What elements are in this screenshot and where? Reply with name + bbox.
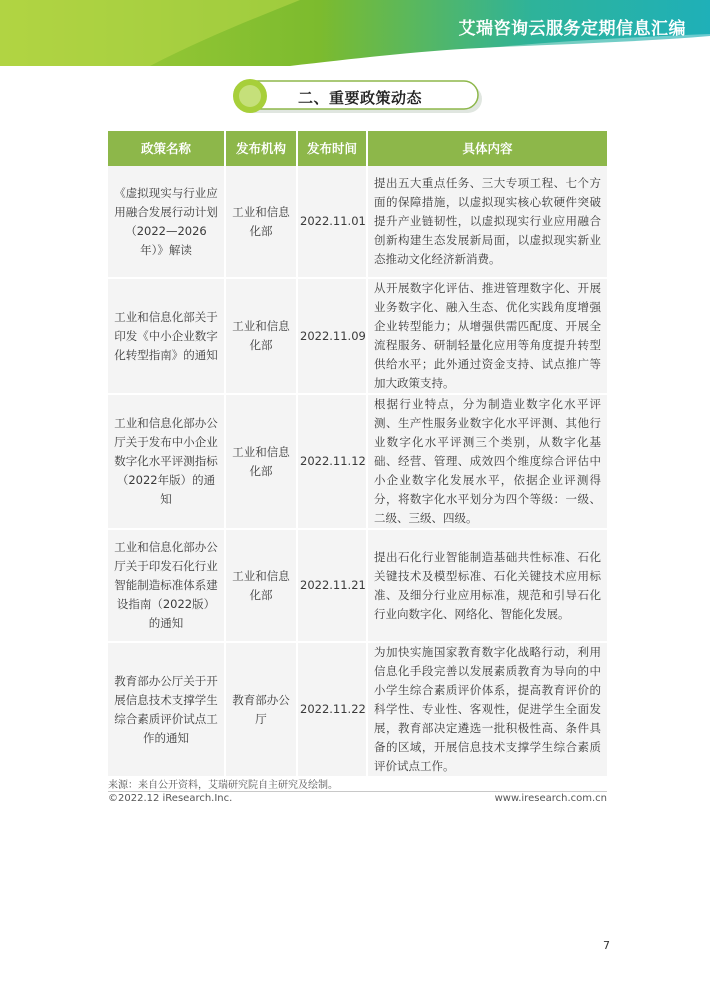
policy-content: 根据行业特点，分为制造业数字化水平评测、生产性服务业数字化水平评测、其他行业数字化水平评测三个类别，从数字化基础、经营、管理、成效四个维度综合评估中小企业数字化发展水平，依据企业评测得分，将数字化水平划分为四个等级：一级、二级、三级、四级。 bbox=[367, 394, 607, 529]
column-header: 发布时间 bbox=[297, 131, 367, 166]
policy-date: 2022.11.21 bbox=[297, 529, 367, 642]
policy-name: 工业和信息化部办公厅关于发布中小企业数字化水平评测指标（2022年版）的通知 bbox=[108, 394, 225, 529]
policy-date: 2022.11.01 bbox=[297, 166, 367, 278]
policy-name: 工业和信息化部关于印发《中小企业数字化转型指南》的通知 bbox=[108, 278, 225, 394]
policy-content: 从开展数字化评估、推进管理数字化、开展业务数字化、融入生态、优化实践角度增强企业转型能力；从增强供需匹配度、开展全流程服务、研制轻量化应用等角度提升转型供给水平；此外通过资金支持、试点推广等加大政策支持。 bbox=[367, 278, 607, 394]
policy-org: 工业和信息化部 bbox=[225, 278, 297, 394]
table-row bbox=[108, 166, 607, 278]
policy-name: 《虚拟现实与行业应用融合发展行动计划（2022—2026年）》解读 bbox=[108, 166, 225, 278]
policy-org: 工业和信息化部 bbox=[225, 394, 297, 529]
table-row bbox=[108, 529, 607, 642]
table-row bbox=[108, 278, 607, 394]
policy-table bbox=[108, 131, 607, 778]
table-row bbox=[108, 642, 607, 777]
policy-date: 2022.11.09 bbox=[297, 278, 367, 394]
policy-content: 提出五大重点任务、三大专项工程、七个方面的保障措施，以虚拟现实核心软硬件突破提升产业链韧性，以虚拟现实行业应用融合创新构建生态发展新局面，以虚拟现实新业态推动文化经济新消费。 bbox=[367, 166, 607, 278]
column-header: 政策名称 bbox=[108, 131, 225, 166]
header-title: 艾瑞咨询云服务定期信息汇编 bbox=[458, 19, 686, 39]
table-header-row bbox=[108, 131, 607, 166]
policy-content: 为加快实施国家教育数字化战略行动，利用信息化手段完善以发展素质教育为导向的中小学生综合素质评价体系，提高教育评价的科学性、专业性、客观性，促进学生全面发展，教育部决定遴选一批积极性高、条件具备的区域，开展信息技术支撑学生综合素质评价试点工作。 bbox=[367, 642, 607, 777]
table-row bbox=[108, 394, 607, 529]
policy-name: 教育部办公厅关于开展信息技术支撑学生综合素质评价试点工作的通知 bbox=[108, 642, 225, 777]
section-title-pill bbox=[228, 78, 486, 116]
column-header: 发布机构 bbox=[225, 131, 297, 166]
policy-content: 提出石化行业智能制造基础共性标准、石化关键技术及模型标准、石化关键技术应用标准、及细分行业应用标准，规范和引导石化行业向数字化、网络化、智能化发展。 bbox=[367, 529, 607, 642]
header-banner bbox=[0, 0, 710, 66]
policy-date: 2022.11.22 bbox=[297, 642, 367, 777]
policy-name: 工业和信息化部办公厅关于印发石化行业智能制造标准体系建设指南（2022版）的通知 bbox=[108, 529, 225, 642]
policy-org: 工业和信息化部 bbox=[225, 166, 297, 278]
copyright: ©2022.12 iResearch.Inc. bbox=[108, 793, 233, 804]
page-number: 7 bbox=[603, 939, 610, 952]
section-title: 二、重要政策动态 bbox=[298, 89, 423, 107]
column-header: 具体内容 bbox=[367, 131, 607, 166]
source-note: 来源：来自公开资料，艾瑞研究院自主研究及绘制。 bbox=[108, 780, 338, 791]
policy-org: 工业和信息化部 bbox=[225, 529, 297, 642]
website-link[interactable]: www.iresearch.com.cn bbox=[494, 793, 607, 804]
policy-date: 2022.11.12 bbox=[297, 394, 367, 529]
footer-divider bbox=[108, 791, 607, 792]
policy-org: 教育部办公厅 bbox=[225, 642, 297, 777]
